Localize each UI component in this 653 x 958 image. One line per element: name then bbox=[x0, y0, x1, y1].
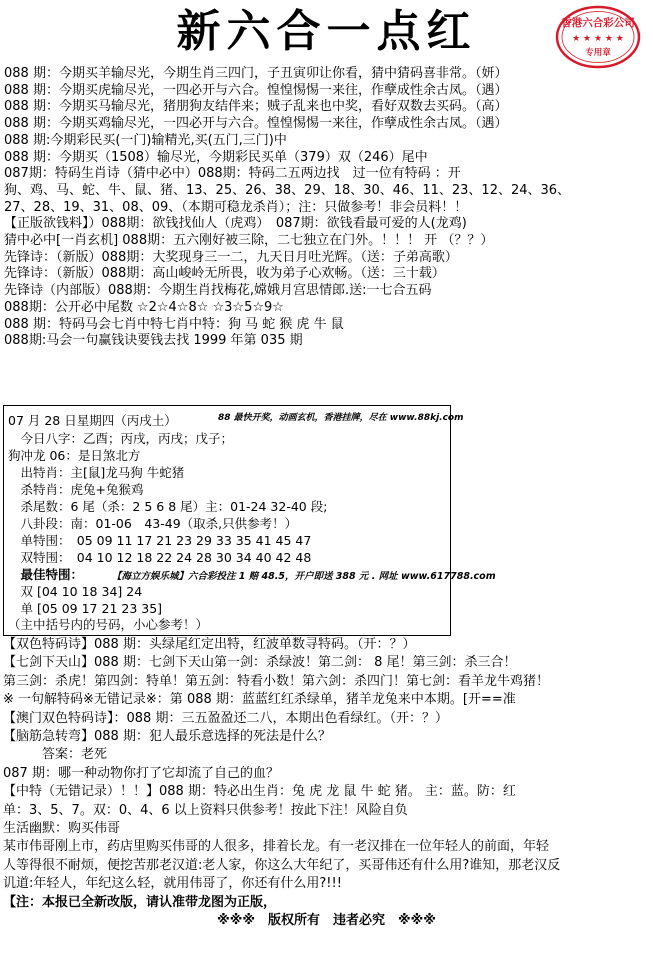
text-line: 088 期：今期买鸡输尽光，一四必开与六合。惶惶惕惕一来往，作孽成性余古凤。（遇） bbox=[4, 116, 508, 132]
box-line: 出特肖：主[鼠]龙马狗 牛蛇猪 bbox=[8, 465, 185, 480]
text-line: 087期：特码生肖诗（猜中必中）088期：特码二五两边找 过一位有特码 ：开 bbox=[4, 166, 461, 182]
box-line: 狗冲龙 06：是日煞北方 bbox=[8, 448, 141, 463]
text-line: 答案：老死 bbox=[3, 747, 108, 763]
box-line: 最佳特围： bbox=[8, 567, 84, 582]
text-line: ※ 一句解特码※无错记录※：第 088 期：蓝蓝红红杀绿单，猪羊龙兔来中本期。[开==准 bbox=[3, 692, 516, 708]
text-line: 088 期：今期买羊输尽光，今期生肖三四门，子丑寅卯让你看，猜中猜码喜非常。（妍） bbox=[4, 66, 508, 81]
bottom-predictions bbox=[3, 636, 650, 931]
text-line: 人等得很不耐烦，便挖苦那老汉道:老人家，你这么大年纪了，买哥伟还有什么用?谁知，那老汉反 bbox=[3, 857, 561, 873]
text-line: 生活幽默：购买伟哥 bbox=[3, 821, 121, 837]
text-line: 先锋诗：（新版）088期：大奖现身三一二，九天日月吐光辉。（送：子弟高歌） bbox=[4, 249, 458, 265]
ad-banner-top: 88 最快开奖，动画玄机，香港挂牌，尽在 www.88kj.com bbox=[218, 413, 464, 423]
box-line: 双特围： 04 10 12 18 22 24 28 30 34 40 42 48 bbox=[8, 550, 312, 565]
text-line: 088 期：今期买马输尽光，猪朋狗友结伴来；贼子乱来也中奖，看好双数去买码。（高） bbox=[4, 99, 508, 115]
svg-text:香港六合彩公司: 香港六合彩公司 bbox=[561, 17, 635, 29]
text-line: 27、28、19、31、08、09、（本期可稳龙杀肖）；注：只做参考！非会员料！！ bbox=[4, 199, 468, 215]
box-line: 单 [05 09 17 21 23 35] bbox=[8, 601, 163, 616]
box-line: 单特围： 05 09 11 17 21 23 29 33 35 41 45 47 bbox=[8, 533, 312, 548]
text-line: 讥道:年轻人，年纪这么轻，就用伟哥了，你还有什么用?!!! bbox=[3, 876, 342, 892]
box-line: 杀特肖：虎兔+兔猴鸡 bbox=[8, 482, 144, 497]
text-line: 【正版欲钱料】）088期：欲钱找仙人（虎鸡） 087期：欲钱看最可爱的人(龙鸡) bbox=[4, 216, 467, 232]
text-line: 第三剑：杀虎！第四剑：特单！第五剑：特看小数！第六剑：杀四门！第七剑：看羊龙牛鸡猪！ bbox=[3, 673, 550, 689]
text-line: 狗、鸡、马、蛇、牛、鼠、猪、13、25、26、38、29、18、30、46、11、23、12、24、36、 bbox=[4, 182, 571, 198]
box-line: 双 [04 10 18 34] 24 bbox=[8, 584, 143, 599]
text-line: 088 期：特码马会七肖中特七肖中特：狗 马 蛇 猴 虎 牛 鼠 bbox=[4, 316, 344, 332]
text-line: 【双色特码诗】088 期：头绿尾红定出特，红波单数寻特码。（开：？） bbox=[3, 637, 416, 652]
box-line: 八卦段：南：01-06 43-49（取杀,只供参考！） bbox=[8, 516, 298, 531]
text-line: 【脑筋急转弯】088 期：犯人最乐意选择的死法是什么？ bbox=[3, 729, 331, 745]
text-line: 088 期:今期彩民买(一门)输精光,买(五门,三门)中 bbox=[4, 132, 287, 148]
text-line: 087 期：哪一种动物你打了它却流了自己的血？ bbox=[3, 765, 279, 781]
svg-text:★ ★ ★ ★ ★: ★ ★ ★ ★ ★ bbox=[572, 34, 624, 44]
box-line: 今日八字：乙酉；丙戌，丙戌；戊子； bbox=[8, 431, 234, 446]
page-title: 新六合一点红 bbox=[176, 6, 477, 57]
text-line: 先锋诗：（新版）088期：高山峻岭无所畏，收为弟子心欢畅。（送：三十载） bbox=[4, 266, 445, 282]
box-line: （主中括号内的号码，小心参考！） bbox=[8, 617, 209, 632]
copyright-line: ※※※ 版权所有 违者必究 ※※※ bbox=[217, 913, 436, 929]
company-seal bbox=[555, 4, 641, 70]
text-line: 【七剑下天山】088 期：七剑下天山第一剑：杀绿波！第二剑： 8 尾！第三剑：杀三合！ bbox=[3, 655, 517, 671]
text-line: 088 期：今期买（1508）输尽光，今期彩民买单（379）双（246）尾中 bbox=[4, 149, 428, 165]
text-line: 猜中必中[一肖玄机] 088期：五六刚好被三除，二七独立在门外。！！！ 开 （？？） bbox=[4, 233, 494, 249]
box-line: 杀尾数：6 尾（杀：2 5 6 8 尾）主：01-24 32-40 段; bbox=[8, 499, 328, 514]
text-line: 【中特（无错记录）！！】088 期：特必出生肖：兔 虎 龙 鼠 牛 蛇 猪。 主：蓝。防：红 bbox=[3, 784, 516, 800]
box-line: 07 月 28 日星期四（丙戌土） bbox=[8, 413, 177, 428]
text-line: 单：3、5、7。双：0、4、6 以上资料只供参考！按此下注！风险自负 bbox=[3, 802, 408, 818]
ad-banner-casino: 【海立方娱乐城】六合彩投注 1 赔 48.5，开户即送 388 元 . 网址 www.617788.com bbox=[112, 571, 496, 582]
text-line: 【澳门双色特码诗】：088 期：三五盈盈还二八，本期出色看绿红。（开：？） bbox=[3, 710, 448, 726]
text-line: 088期：公开必中尾数 ☆2☆4☆8☆ ☆3☆5☆9☆ bbox=[4, 299, 284, 315]
text-line: 088期:马会一句赢钱诀要钱去找 1999 年第 035 期 bbox=[4, 333, 303, 349]
notice-line: 【注：本报已全新改版，请认准带龙图为正版， bbox=[3, 894, 277, 910]
text-line: 088 期：今期买虎输尽光，一四必开与六合。惶惶惕惕一来往，作孽成性余古凤。（遇） bbox=[4, 82, 508, 98]
text-line: 某市伟哥刚上市，药店里购买伟哥的人很多，排着长龙。有一老汉排在一位年轻人的前面，年轻 bbox=[3, 839, 550, 855]
top-predictions bbox=[4, 66, 649, 350]
text-line: 先锋诗（内部版）088期：今期生肖找梅花,嫦娥月宫思情郎.送:一七合五码 bbox=[4, 283, 432, 299]
svg-text:专用章: 专用章 bbox=[585, 48, 611, 58]
